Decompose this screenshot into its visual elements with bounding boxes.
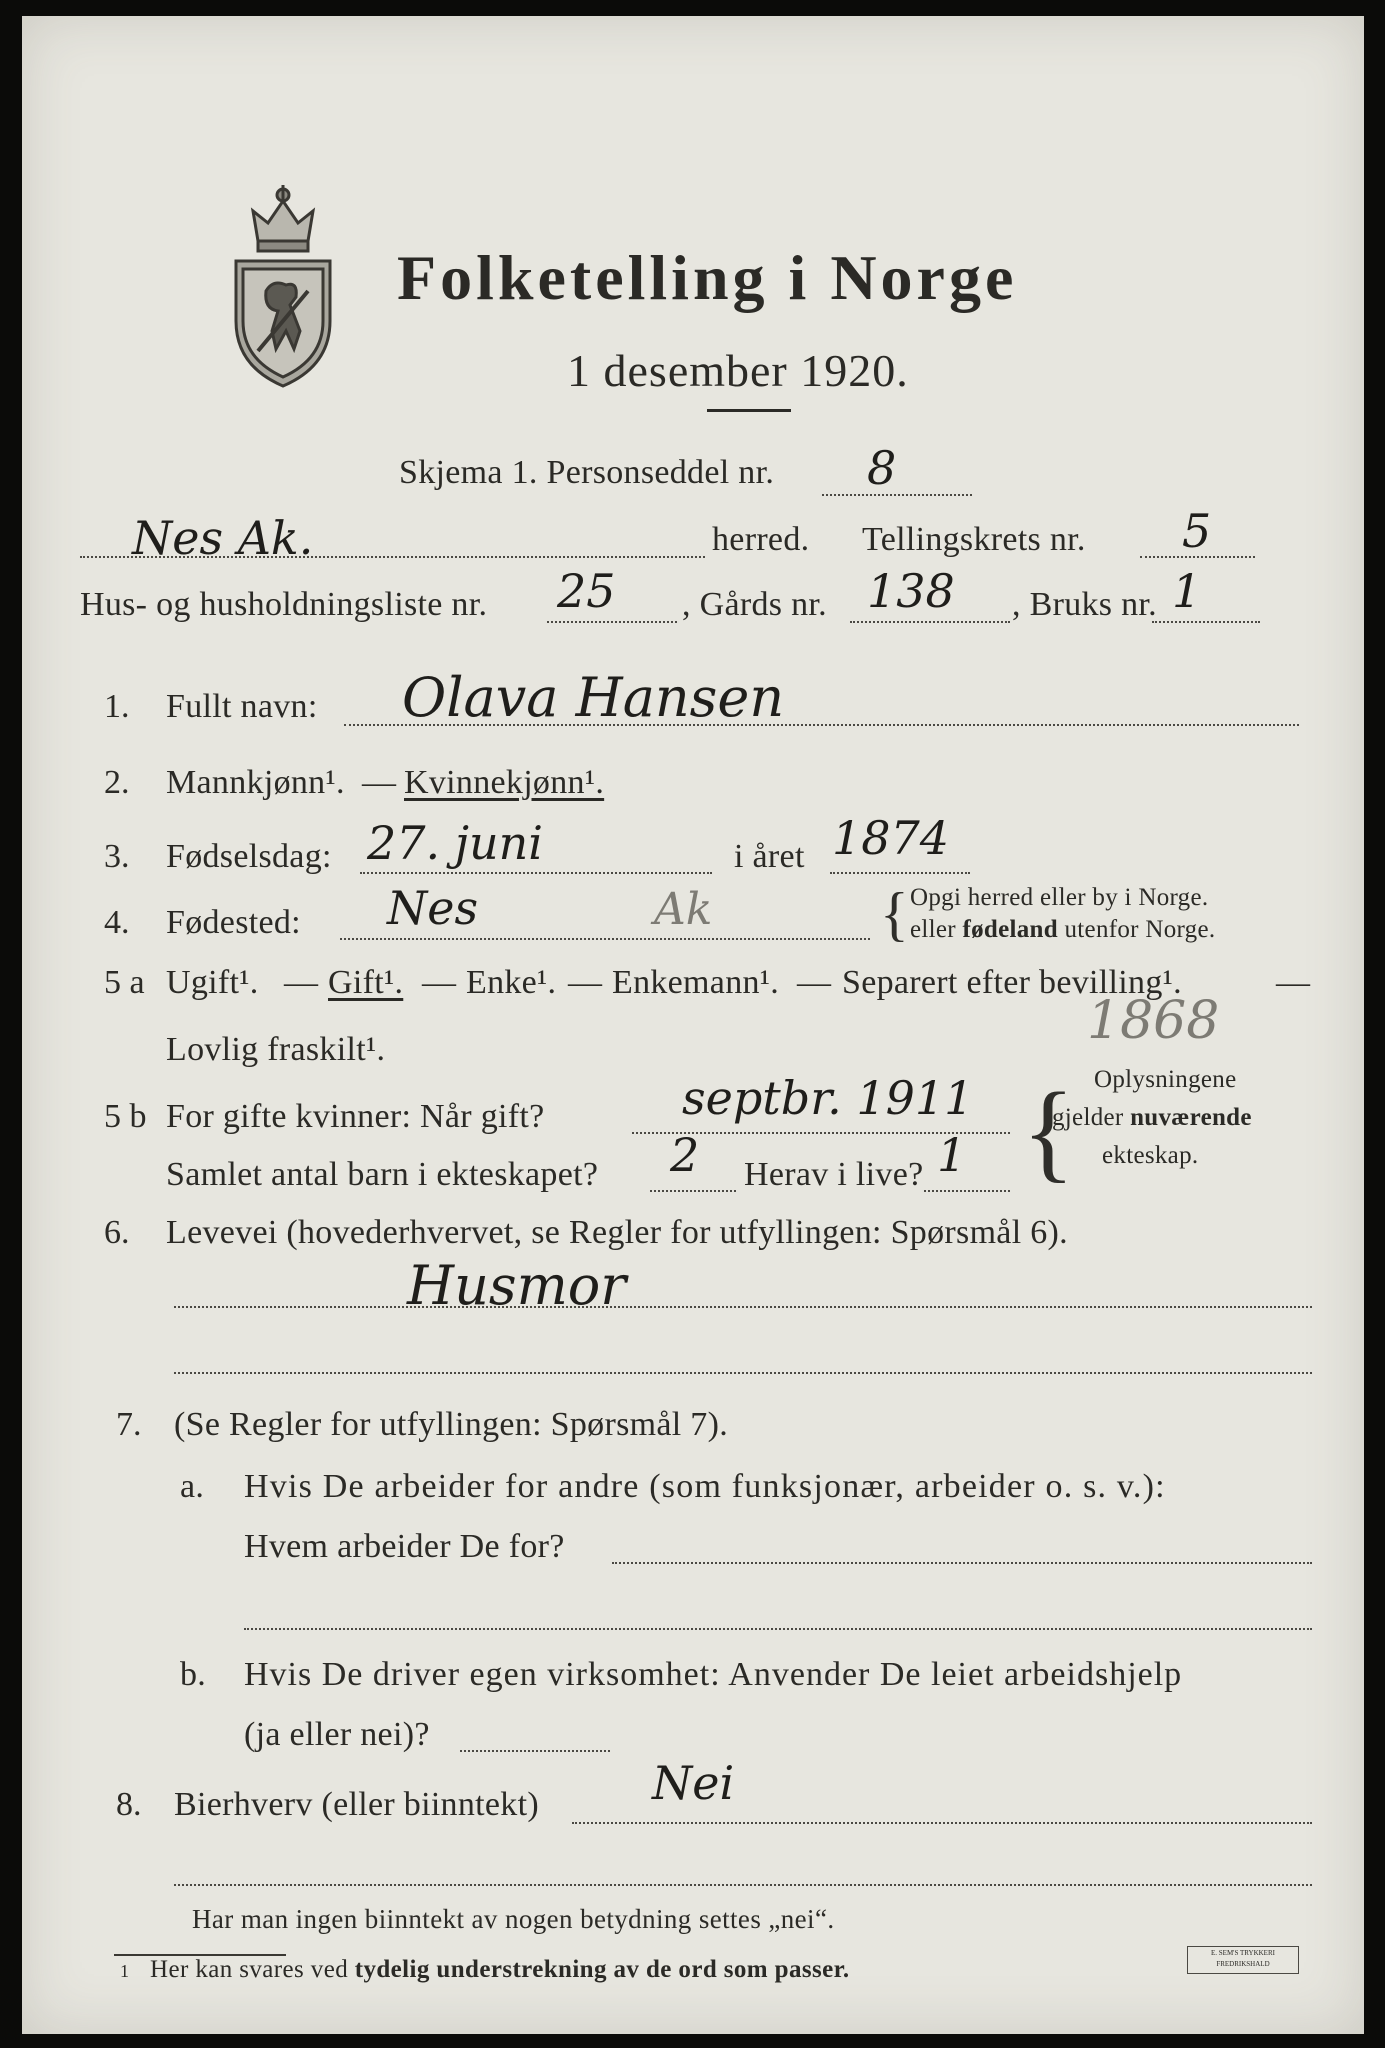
q7a-answer-line1	[612, 1562, 1312, 1564]
q3-year-line	[830, 872, 970, 874]
q4-note-brace: {	[880, 881, 909, 947]
q4-line	[340, 938, 870, 940]
q5a-enkemann: Enkemann¹.	[612, 964, 780, 1001]
q5b-value3: 1	[937, 1128, 967, 1182]
bruks-label: , Bruks nr.	[1012, 586, 1157, 623]
schema-number-value: 8	[867, 441, 897, 495]
q3-line	[360, 872, 712, 874]
q7a-answer-line2	[244, 1628, 1312, 1630]
title-divider	[707, 409, 791, 412]
tellingskrets-value: 5	[1182, 504, 1212, 558]
q3-number: 3.	[104, 838, 130, 875]
q5b-label2: Samlet antal barn i ekteskapet?	[166, 1156, 599, 1193]
q8-number: 8.	[116, 1786, 142, 1823]
q1-label: Fullt navn:	[166, 688, 318, 725]
q5b-label1: For gifte kvinner: Når gift?	[166, 1098, 545, 1135]
q3-year-label: i året	[734, 838, 805, 875]
q7a-line2: Hvem arbeider De for?	[244, 1528, 565, 1565]
schema-label: Skjema 1. Personseddel nr.	[399, 454, 775, 491]
q4-value: Nes	[387, 881, 479, 935]
q5a-dash: —	[797, 964, 832, 1001]
gards-label: , Gårds nr.	[682, 586, 827, 623]
q2-number: 2.	[104, 764, 130, 801]
q5a-margin-note: 1868	[1087, 991, 1220, 1051]
q4-extra-value: Ak	[654, 884, 713, 935]
q5b-line3	[924, 1190, 1010, 1192]
q5b-note-line3: ekteskap.	[1102, 1142, 1199, 1169]
q2-male: Mannkjønn¹.	[166, 764, 345, 801]
q7b-letter: b.	[180, 1656, 207, 1693]
gards-value: 138	[867, 564, 955, 618]
q5b-value1: septbr. 1911	[682, 1071, 974, 1125]
gards-line	[850, 621, 1010, 623]
herred-line	[80, 556, 705, 558]
q5a-dash: —	[1276, 964, 1311, 1001]
bruks-value: 1	[1172, 564, 1202, 618]
q7-label: (Se Regler for utfyllingen: Spørsmål 7).	[174, 1406, 729, 1443]
q7-number: 7.	[116, 1406, 142, 1443]
herred-value: Nes Ak.	[132, 511, 314, 565]
footnote-number: 1	[120, 1961, 129, 1981]
q5a-number: 5 a	[104, 964, 145, 1001]
q2-female-underlined: Kvinnekjønn¹.	[404, 764, 605, 801]
q6-line2	[174, 1372, 1312, 1374]
census-date: 1 desember 1920.	[567, 345, 909, 396]
q5a-gift-underlined: Gift¹.	[328, 964, 404, 1001]
bruks-line	[1152, 621, 1260, 623]
q8-label: Bierhverv (eller biinntekt)	[174, 1786, 539, 1823]
footnote-text: Her kan svares ved tydelig understrekning av de ord som passer.	[150, 1956, 850, 1983]
q4-number: 4.	[104, 904, 130, 941]
q7b-line1: Hvis De driver egen virksomhet: Anvender De leiet arbeidshjelp	[244, 1656, 1183, 1693]
form-title: Folketelling i Norge	[397, 242, 1018, 313]
q5a-separert: Separert efter bevilling¹.	[842, 964, 1182, 1001]
q7a-letter: a.	[180, 1468, 205, 1505]
census-form-page	[22, 16, 1364, 2034]
q5a-dash: —	[568, 964, 603, 1001]
q7b-line2: (ja eller nei)?	[244, 1716, 430, 1753]
q5b-number: 5 b	[104, 1098, 147, 1135]
husholdningsliste-line	[547, 621, 677, 623]
q5a-dash: —	[284, 964, 319, 1001]
q3-label: Fødselsdag:	[166, 838, 332, 875]
q4-label: Fødested:	[166, 904, 301, 941]
q5b-value2: 2	[670, 1128, 700, 1182]
q7b-answer-line	[460, 1750, 610, 1752]
tellingskrets-label: Tellingskrets nr.	[862, 521, 1086, 558]
q5b-note-line1: Oplysningene	[1094, 1066, 1237, 1093]
q5b-note-brace: {	[1022, 1070, 1075, 1192]
q5a-dash: —	[422, 964, 457, 1001]
schema-number-line	[822, 494, 972, 496]
q5a-ugift: Ugift¹.	[166, 964, 259, 1001]
printer-stamp: E. SEM'S TRYKKERI FREDRIKSHALD	[1187, 1946, 1299, 1974]
q5b-note-line2: gjelder nuværende	[1052, 1104, 1252, 1131]
husholdningsliste-label: Hus- og husholdningsliste nr.	[80, 586, 488, 623]
q5b-live-label: Herav i live?	[744, 1156, 924, 1193]
q3-year-value: 1874	[832, 811, 950, 865]
q3-value: 27. juni	[367, 816, 544, 870]
q5a-enke: Enke¹.	[466, 964, 557, 1001]
q2-dash: —	[362, 764, 397, 801]
q8-line2	[174, 1884, 1312, 1886]
herred-label: herred.	[712, 521, 810, 558]
q4-note-line2: eller fødeland utenfor Norge.	[910, 916, 1216, 943]
q7a-line1: Hvis De arbeider for andre (som funksjonær, arbeider o. s. v.):	[244, 1468, 1166, 1505]
norwegian-coat-of-arms-icon	[228, 181, 338, 391]
footer-note: Har man ingen biinntekt av nogen betydning settes „nei“.	[192, 1904, 835, 1934]
q5a-fraskilt: Lovlig fraskilt¹.	[166, 1031, 386, 1068]
q8-value: Nei	[652, 1756, 735, 1810]
q1-value: Olava Hansen	[402, 666, 785, 729]
q5b-line2	[650, 1190, 736, 1192]
q6-label: Levevei (hovederhvervet, se Regler for utfyllingen: Spørsmål 6).	[166, 1214, 1068, 1251]
q4-note-line1: Opgi herred eller by i Norge.	[910, 884, 1209, 911]
q6-value: Husmor	[407, 1254, 627, 1317]
husholdningsliste-value: 25	[557, 564, 616, 618]
q6-line1	[174, 1306, 1312, 1308]
q8-line	[572, 1822, 1312, 1824]
q1-number: 1.	[104, 688, 130, 725]
q6-number: 6.	[104, 1214, 130, 1251]
